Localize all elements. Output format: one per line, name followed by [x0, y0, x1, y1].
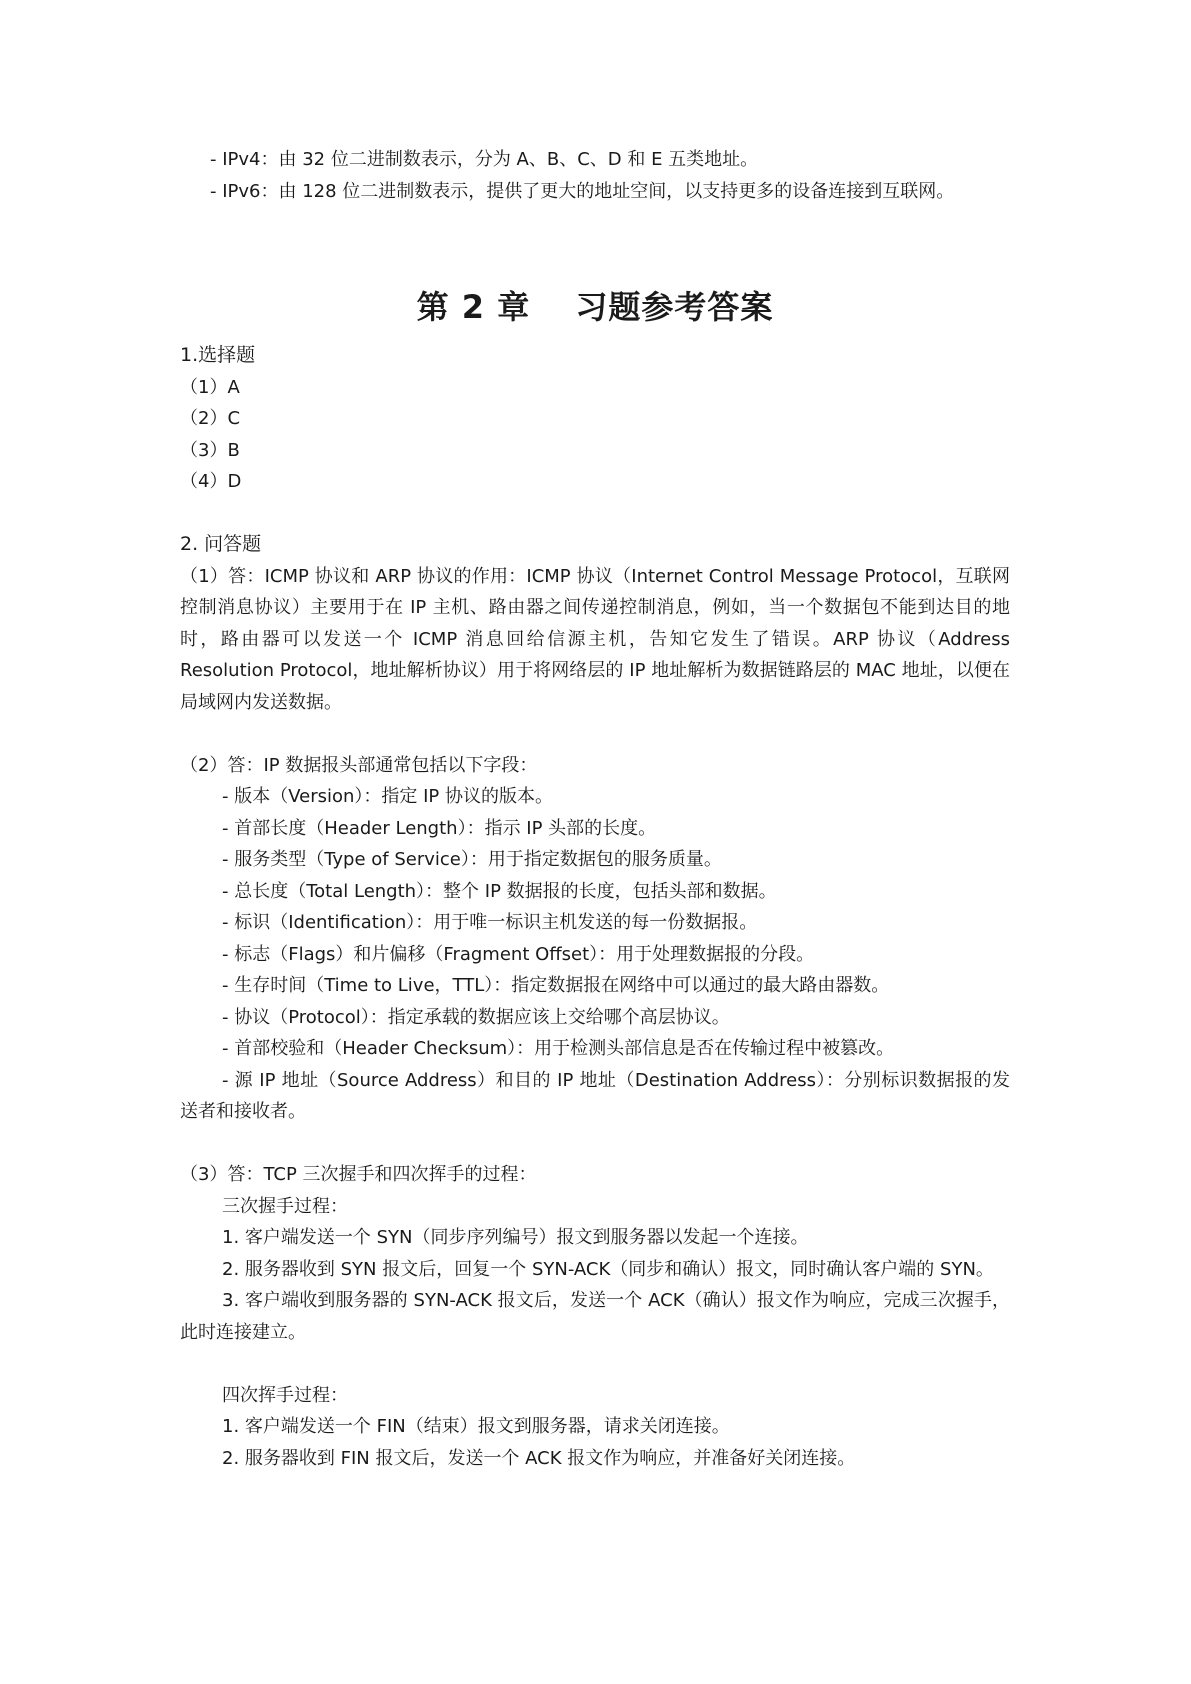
choice-heading: 1.选择题: [180, 344, 256, 366]
q2-field: - 生存时间（Time to Live，TTL）：指定数据报在网络中可以通过的最大路由器数。: [222, 975, 890, 996]
q2-field: - 首部长度（Header Length）：指示 IP 头部的长度。: [222, 817, 657, 839]
chapter-title: 第 2 章 习题参考答案: [416, 288, 774, 326]
page-content: [180, 144, 1010, 1469]
qa-heading: 2. 问答题: [180, 533, 262, 555]
choice-answer: （4）D: [180, 471, 242, 492]
q2-field: - 总长度（Total Length）：整个 IP 数据报的长度，包括头部和数据。: [222, 880, 777, 902]
choice-answer: （3）B: [180, 439, 240, 461]
q2-field: - 协议（Protocol）：指定承载的数据应该上交给哪个高层协议。: [222, 1006, 730, 1028]
ipv6-line: - IPv6：由 128 位二进制数表示，提供了更大的地址空间，以支持更多的设备连接到互联网。: [210, 180, 955, 202]
choice-answer: （2）C: [180, 408, 241, 429]
q2-intro: （2）答：IP 数据报头部通常包括以下字段：: [180, 754, 538, 776]
four-way-step: 2. 服务器收到 FIN 报文后，发送一个 ACK 报文作为响应，并准备好关闭连接。: [222, 1447, 856, 1469]
q2-field: - 标志（Flags）和片偏移（Fragment Offset）：用于处理数据报的分段。: [222, 943, 815, 965]
choice-answer: （1）A: [180, 376, 240, 398]
ipv4-line: - IPv4：由 32 位二进制数表示，分为 A、B、C、D 和 E 五类地址。: [210, 149, 759, 170]
four-way-step: 1. 客户端发送一个 FIN（结束）报文到服务器，请求关闭连接。: [222, 1416, 730, 1437]
three-way-step: 2. 服务器收到 SYN 报文后，回复一个 SYN-ACK（同步和确认）报文，同时确认客户端的 SYN。: [222, 1258, 994, 1280]
q2-field: - 版本（Version）：指定 IP 协议的版本。: [222, 786, 554, 807]
choice-section: [180, 340, 1010, 1474]
q2-field: - 服务类型（Type of Service）：用于指定数据包的服务质量。: [222, 849, 722, 870]
three-way-heading: 三次握手过程：: [222, 1195, 348, 1217]
q3-intro: （3）答：TCP 三次握手和四次挥手的过程：: [180, 1164, 537, 1185]
q2-field: - 首部校验和（Header Checksum）：用于检测头部信息是否在传输过程中被篡改。: [222, 1038, 895, 1059]
four-way-heading: 四次挥手过程：: [222, 1384, 348, 1406]
q1-answer: （1）答：ICMP 协议和 ARP 协议的作用：ICMP 协议（Internet Control Message Protocol，互联网控制消息协议）主要用于在 IP 主机、路由器之间传递控制消息，例如，当一个数据包不能到达目的地时，路由器可以发送一个 ICMP 消息回给信源主机，告知它发生了错误。ARP 协议（Address Resolution Protocol，地址解析协议）用于将网络层的 IP 地址解析为数据链路层的 MAC 地址，以便在局域网内发送数据。: [180, 565, 1010, 713]
q2-field-last: - 源 IP 地址（Source Address）和目的 IP 地址（Destination Address）：分别标识数据报的发送者和接收者。: [180, 1069, 1010, 1122]
q2-field: - 标识（Identification）：用于唯一标识主机发送的每一份数据报。: [222, 912, 758, 933]
three-way-step: 1. 客户端发送一个 SYN（同步序列编号）报文到服务器以发起一个连接。: [222, 1227, 809, 1248]
three-way-step: 3. 客户端收到服务器的 SYN-ACK 报文后，发送一个 ACK（确认）报文作为响应，完成三次握手，此时连接建立。: [180, 1290, 1010, 1343]
